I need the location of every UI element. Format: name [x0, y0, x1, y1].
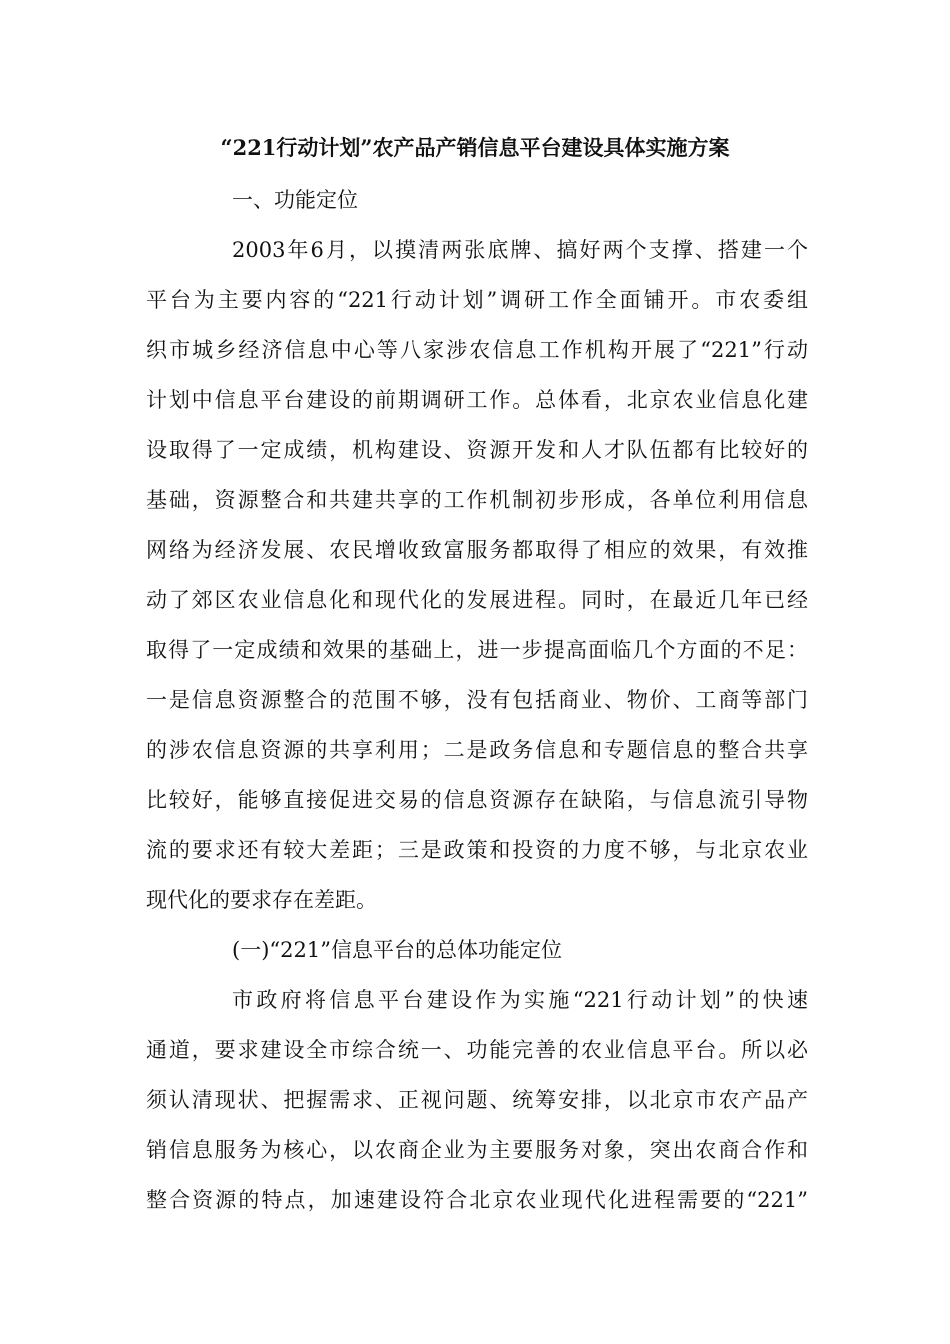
paragraph-line: 基础，资源整合和共建共享的工作机制初步形成，各单位利用信息 [146, 488, 808, 512]
paragraph-line: 销信息服务为核心，以农商企业为主要服务对象，突出农商合作和 [146, 1138, 808, 1162]
paragraph-line: 的涉农信息资源的共享利用；二是政务信息和专题信息的整合共享 [146, 738, 808, 762]
paragraph-line: 比较好，能够直接促进交易的信息资源存在缺陷，与信息流引导物 [146, 788, 808, 812]
paragraph-line: 现代化的要求存在差距。 [146, 888, 377, 912]
section-heading: 一、功能定位 [232, 188, 358, 212]
paragraph-line: 流的要求还有较大差距；三是政策和投资的力度不够，与北京农业 [146, 838, 808, 862]
paragraph-line: 通道，要求建设全市综合统一、功能完善的农业信息平台。所以必 [146, 1038, 808, 1062]
paragraph-line: 织市城乡经济信息中心等八家涉农信息工作机构开展了“221”行动 [146, 338, 808, 362]
paragraph-line: 须认清现状、把握需求、正视问题、统筹安排，以北京市农产品产 [146, 1088, 808, 1112]
paragraph-line: 一是信息资源整合的范围不够，没有包括商业、物价、工商等部门 [146, 688, 808, 712]
paragraph-line: 网络为经济发展、农民增收致富服务都取得了相应的效果，有效推 [146, 538, 808, 562]
paragraph-line: 动了郊区农业信息化和现代化的发展进程。同时，在最近几年已经 [146, 588, 808, 612]
paragraph-line: 取得了一定成绩和效果的基础上，进一步提高面临几个方面的不足： [146, 638, 808, 662]
paragraph-line: 平台为主要内容的“221行动计划”调研工作全面铺开。市农委组 [146, 288, 808, 312]
paragraph-line: 整合资源的特点，加速建设符合北京农业现代化进程需要的“221” [146, 1188, 808, 1212]
paragraph-line: 计划中信息平台建设的前期调研工作。总体看，北京农业信息化建 [146, 388, 808, 412]
paragraph-line: 设取得了一定成绩，机构建设、资源开发和人才队伍都有比较好的 [146, 438, 808, 462]
paragraph-line: 市政府将信息平台建设作为实施“221行动计划”的快速 [232, 988, 808, 1012]
subsection-heading: (一)“221”信息平台的总体功能定位 [232, 938, 562, 962]
document-title: “221行动计划”农产品产销信息平台建设具体实施方案 [220, 135, 730, 160]
paragraph-line: 2003年6月，以摸清两张底牌、搞好两个支撑、搭建一个 [232, 238, 808, 262]
